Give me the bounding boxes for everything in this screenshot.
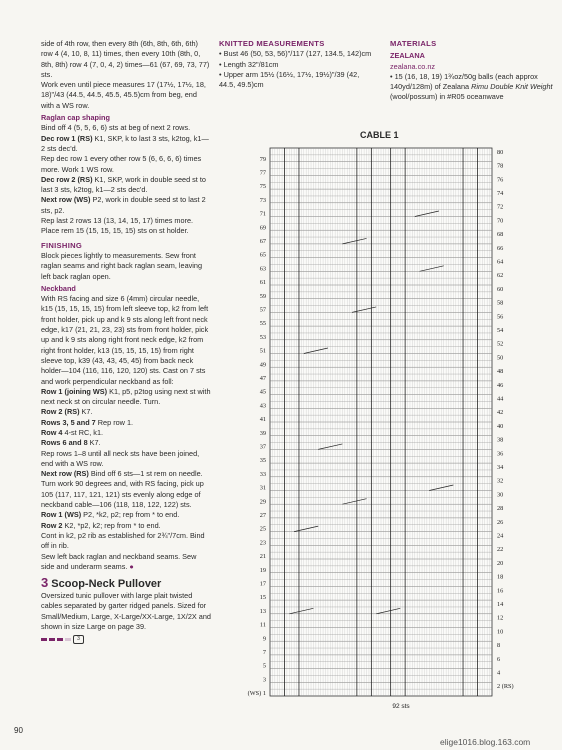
chart-row-label-left: 71 [259,210,266,218]
finishing-text: Block pieces lightly to measurements. Sew front raglan seams and right back raglan seam, leaving left back raglan open. [41,250,203,281]
dec-row-1-text: K1, SKP, k to last 3 sts, k2tog, k1—2 sts dec'd. [41,133,209,153]
left-column [41,39,211,644]
chart-row-label-right: 42 [497,409,504,417]
chart-row-label-left: 31 [259,484,266,492]
chart-row-label-right: 66 [497,244,504,252]
chart-row-label-left: 7 [262,648,266,656]
chart-row-label-left: 25 [259,525,266,533]
chart-row-label-left: (WS) 1 [247,690,266,698]
chart-row-label-left: 47 [259,374,266,382]
chart-row-label-left: 27 [259,511,266,519]
brand-name: ZEALANA [390,51,425,61]
measurement-length: • Length 32"/81cm [219,59,279,69]
rows-3-5-7 [41,418,211,428]
measurements-column [219,39,377,90]
chart-row-label-left: 55 [259,320,266,328]
chart-row-label-right: 34 [497,464,504,472]
chart-title: CABLE 1 [360,130,399,140]
row-2-text: K7. [79,407,93,417]
chart-row-label-left: 3 [262,676,266,684]
chart-row-label-left: 39 [259,429,266,437]
chart-row-label-left: 13 [259,607,266,615]
chart-row-label-left: 49 [259,361,266,369]
chart-row-label-left: 15 [259,594,266,602]
chart-row-label-left: 77 [259,169,266,177]
chart-row-label-right: 8 [497,642,501,650]
chart-row-label-right: 80 [497,148,504,156]
next-row-ws [41,195,211,216]
row-4-text: 4-st RC, k1. [62,427,104,437]
sew-seams-text: Sew left back raglan and neckband seams. Sew side and underarm seams. [41,551,197,571]
chart-row-label-left: 35 [259,457,266,465]
row-4 [41,428,211,438]
cable-chart [230,142,530,720]
chart-row-label-right: 48 [497,368,504,376]
chart-row-label-left: 61 [259,279,266,287]
chart-row-label-right: 6 [497,655,501,663]
rep-dec-row-1-text: Rep dec row 1 every other row 5 (6, 6, 6, 6) times more. Work 1 WS row. [41,154,202,174]
next-row-rs-text: Bind off 6 sts—1 st rem on needle. Turn work 90 degrees and, with RS facing, pick up 105 (117, 117, 121, 121) sts evenly along edge of neckband cable—106 (118, 118, 122, 122) sts. [41,469,204,510]
chart-row-label-right: 58 [497,299,504,307]
dec-row-2-text: K1, SKP, work in double seed st to last 3 sts, k2tog, k1—2 sts dec'd. [41,174,206,195]
measurements-heading: KNITTED MEASUREMENTS [219,39,325,48]
sleeve-shaping-text: side of 4th row, then every 8th (6th, 8th, 6th, 6th) row 4 (4, 10, 8, 11) times, then every 10th (8th, 0, 8th, 8th) row 4 (7, 0, 4, 2) times—61 (67, 69, 73, 77) sts. [41,39,210,79]
chart-row-label-right: 56 [497,313,504,321]
rib-row-1-text: P2, *k2, p2; rep from * to end. [81,510,180,520]
neckband-text: With RS facing and size 6 (4mm) circular needle, k15 (15, 15, 15, 15) from left sleeve top, k2 from left front holder, pick up and k 9 sts along left front neck edge, k17 (21, 21, 23, 23) sts from front holder, pick up and k 9 sts along right front neck edge, k2 from right front holder, k13 (15, 15, 15, 15) from right sleeve top, k39 (43, 43, 45, 45) from back neck holder—104 (116, 116, 120, 120) sts. Cast on 7 sts and work perpendicular neckband as foll: [41,294,209,386]
project-title [41,576,211,591]
chart-row-label-right: 4 [497,669,501,677]
chart-row-label-right: 70 [497,217,504,225]
chart-row-label-left: 57 [259,306,266,314]
chart-row-label-left: 59 [259,292,266,300]
yarn-item: • 15 (16, 18, 19) 1¾oz/50g balls (each approx 140yd/128m) of Zealana Rimu Double Knit Weight (wool/possum) in #R05 oceanwave [390,71,553,102]
page-number: 90 [14,726,23,735]
difficulty-bars-icon [41,635,211,644]
finishing-heading: FINISHING [41,240,83,250]
rows-3-5-7-label: Rows 3, 5 and 7 [41,417,96,427]
chart-row-label-right: 12 [497,614,504,622]
chart-row-label-left: 17 [259,580,266,588]
chart-row-label-right: 46 [497,381,504,389]
chart-row-label-left: 19 [259,566,266,574]
chart-row-label-right: 36 [497,450,504,458]
next-row-rs-label: Next row (RS) [41,469,89,479]
chart-row-label-left: 45 [259,388,266,396]
project-description: Oversized tunic pullover with large plait twisted cables separated by garter ridged panels. Sized for Small/Medium, Large, X-Large/XX-Large, 1X/2X and shown in size Large on page 39. [41,591,211,632]
measurement-upper-arm: • Upper arm 15½ (16½, 17½, 19½)"/39 (42, 44.5, 49.5)cm [219,69,360,90]
neckband-heading: Neckband [41,283,76,293]
rows-6-8-label: Rows 6 and 8 [41,438,88,448]
end-mark-icon: ● [129,561,134,571]
chart-row-label-right: 38 [497,436,504,444]
chart-row-label-right: 76 [497,176,504,184]
chart-row-label-right: 18 [497,573,504,581]
chart-row-label-right: 54 [497,327,504,335]
row-1-text: K1, p5, p2tog using next st with next neck st on circular needle. Turn. [41,386,211,407]
chart-row-label-right: 78 [497,162,504,170]
chart-row-label-right: 14 [497,601,504,609]
measurement-bust: • Bust 46 (50, 53, 56)"/117 (127, 134.5, 142)cm [219,49,372,59]
chart-row-label-right: 26 [497,518,504,526]
rows-3-5-7-text: Rep row 1. [95,417,134,427]
chart-row-label-left: 11 [259,621,266,629]
chart-row-label-right: 20 [497,559,504,567]
rib-row-1-label: Row 1 (WS) [41,510,82,520]
row-2-label: Row 2 (RS) [41,407,80,417]
chart-row-label-left: 23 [259,539,266,547]
chart-row-label-left: 79 [259,155,266,163]
chart-row-label-right: 40 [497,422,504,430]
chart-row-label-left: 73 [259,196,266,204]
chart-stitch-count: 92 sts [392,703,410,710]
footer-url: elige1016.blog.163.com [440,737,531,747]
materials-column [390,39,560,103]
chart-row-label-left: 65 [259,251,266,259]
sew-seams [41,552,211,573]
chart-row-label-right: 74 [497,190,504,198]
rib-row-1 [41,510,211,520]
rows-6-8 [41,438,211,448]
chart-row-label-right: 16 [497,587,504,595]
chart-row-label-left: 5 [262,662,266,670]
raglan-cap-heading: Raglan cap shaping [41,113,110,123]
chart-row-label-left: 9 [262,635,266,643]
chart-row-label-right: 72 [497,203,504,211]
chart-row-label-right: 50 [497,354,504,362]
chart-row-label-left: 41 [259,416,266,424]
dec-row-1-label: Dec row 1 (RS) [41,133,93,143]
chart-row-label-right: 62 [497,272,504,280]
chart-row-label-right: 52 [497,340,504,348]
brand-url[interactable]: zealana.co.nz [390,61,436,71]
next-row-ws-text: P2, work in double seed st to last 2 sts, p2. [41,195,206,215]
chart-row-label-left: 51 [259,347,266,355]
dec-row-1 [41,134,211,155]
cont-rib-text: Cont in k2, p2 rib as established for 2¾"/7cm. Bind off in rib. [41,530,205,551]
rib-row-2-label: Row 2 [41,520,63,530]
work-even-text: Work even until piece measures 17 (17½, 17½, 18, 18)"/43 (44.5, 44.5, 45.5, 45.5)cm from beg, end with a WS row. [41,80,206,110]
chart-row-label-left: 33 [259,470,266,478]
next-row-ws-label: Next row (WS) [41,195,91,205]
chart-row-label-right: 64 [497,258,504,266]
chart-row-label-left: 69 [259,224,266,232]
chart-row-label-left: 21 [259,553,266,561]
chart-row-label-right: 28 [497,505,504,513]
chart-row-label-right: 32 [497,477,504,485]
chart-row-label-left: 53 [259,333,266,341]
next-row-rs [41,469,211,510]
chart-row-label-right: 24 [497,532,504,540]
row-1-joining [41,387,211,408]
rib-row-2-text: K2, *p2, k2; rep from * to end. [62,520,161,530]
chart-row-label-left: 37 [259,443,266,451]
chart-row-label-left: 63 [259,265,266,273]
chart-row-label-left: 29 [259,498,266,506]
chart-row-label-right: 30 [497,491,504,499]
rib-row-2 [41,521,211,531]
chart-row-label-right: 2 (RS) [497,683,514,691]
chart-row-label-right: 60 [497,285,504,293]
rep-last-rows-text: Rep last 2 rows 13 (13, 14, 15, 17) times more. Place rem 15 (15, 15, 15, 15) sts on st holder. [41,216,194,236]
materials-heading: MATERIALS [390,39,437,48]
project-name: Scoop-Neck Pullover [51,578,162,591]
dec-row-2 [41,175,211,196]
rows-6-8-text: K7. [87,438,101,448]
skill-badge: 3 [73,635,84,644]
chart-row-label-right: 44 [497,395,504,403]
project-number: 3 [41,575,49,591]
row-2 [41,407,211,417]
rep-rows-text: Rep rows 1–8 until all neck sts have been joined, end with a WS row. [41,448,200,468]
chart-row-label-right: 10 [497,628,504,636]
chart-row-label-left: 75 [259,183,266,191]
raglan-bind-off-text: Bind off 4 (5, 5, 6, 6) sts at beg of next 2 rows. [41,123,191,133]
row-4-label: Row 4 [41,427,63,437]
chart-row-label-left: 67 [259,237,266,245]
chart-row-label-left: 43 [259,402,266,410]
row-1-label: Row 1 (joining WS) [41,386,108,396]
dec-row-2-label: Dec row 2 (RS) [41,174,93,184]
chart-row-label-right: 68 [497,231,504,239]
chart-row-label-right: 22 [497,546,504,554]
